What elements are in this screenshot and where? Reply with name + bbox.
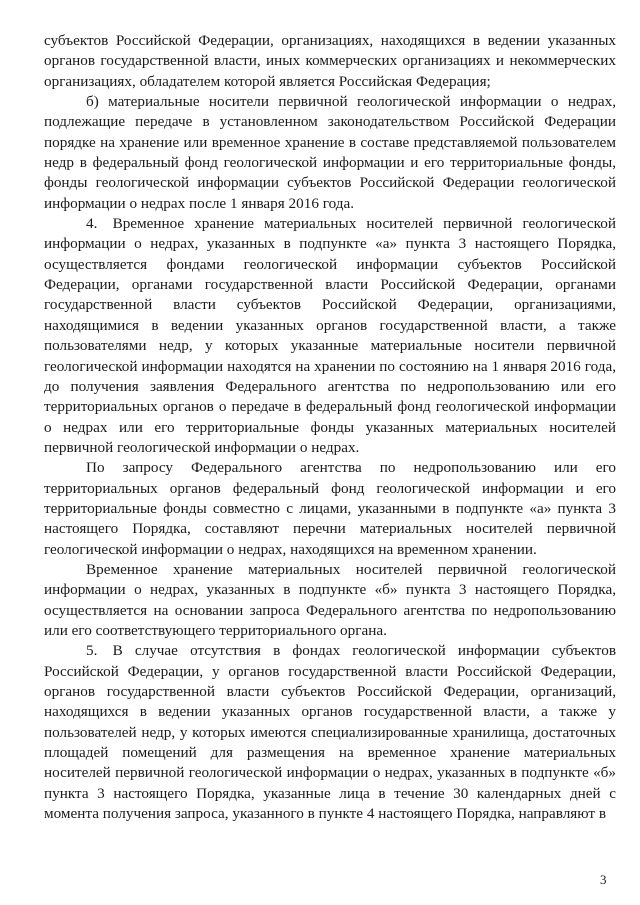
page-number: 3 [600, 872, 607, 887]
paragraph-item-4-request: По запросу Федерального агентства по недропользованию или его территориальных органов федеральный фонд геологической информации и его территориальные фонды совместно с лицами, указанными в подпункте «а» пункта 3 настоящего Порядка, составляют перечни материальных носителей первичной геологической информации о недрах, находящихся на временном хранении. [44, 459, 616, 558]
paragraph-item-4: 4. Временное хранение материальных носителей первичной геологической информации о недрах, указанных в подпункте «а» пункта 3 настоящего Порядка, осуществляется фондами геологической информации субъектов Российской Федерации, органами государственной власти Российской Федерации, органами государственной власти субъектов Российской Федерации, организациями, находящимися в ведении указанных органов государственной власти, а также пользователями недр, у которых указанные материальные носители первичной геологической информации находятся на хранении по состоянию на 1 января 2016 года, до получения заявления Федерального агентства по недропользованию или его территориальных органов о передаче в федеральный фонд геологической информации о недрах или его территориальные фонды указанных материальных носителей первичной геологической информации о недрах. [44, 215, 616, 456]
paragraph-item-4-temporary-storage: Временное хранение материальных носителей первичной геологической информации о недрах, указанных в подпункте «б» пункта 3 настоящего Порядка, осуществляется на основании запроса Федерального агентства по недропользованию или его соответствующего территориального органа. [44, 560, 616, 639]
document-body [44, 31, 616, 824]
paragraph-subitem-b: б) материальные носители первичной геологической информации о недрах, подлежащие передаче в установленном законодательством Российской Федерации порядке на хранение или временное хранение в составе представляемой пользователем недр в федеральный фонд геологической информации и его территориальные фонды, фонды геологической информации субъектов Российской Федерации геологической информации о недрах после 1 января 2016 года. [44, 93, 616, 212]
paragraph-item-5: 5. В случае отсутствия в фондах геологической информации субъектов Российской Федерации, у органов государственной власти Российской Федерации, органов государственной власти субъектов Российской Федерации, организаций, находящихся в ведении указанных органов государственной власти, а также у пользователей недр, у которых имеются специализированные хранилища, достаточных площадей помещений для размещения на временное хранение материальных носителей первичной геологической информации о недрах, указанных в подпункте «б» пункта 3 настоящего Порядка, указанные лица в течение 30 календарных дней с момента получения запроса, указанного в пункте 4 настоящего Порядка, направляют в [44, 642, 616, 823]
paragraph-continuation: субъектов Российской Федерации, организациях, находящихся в ведении указанных органов государственной власти, иных коммерческих организациях и некоммерческих организациях, обладателем которой является Российская Федерация; [44, 32, 616, 90]
